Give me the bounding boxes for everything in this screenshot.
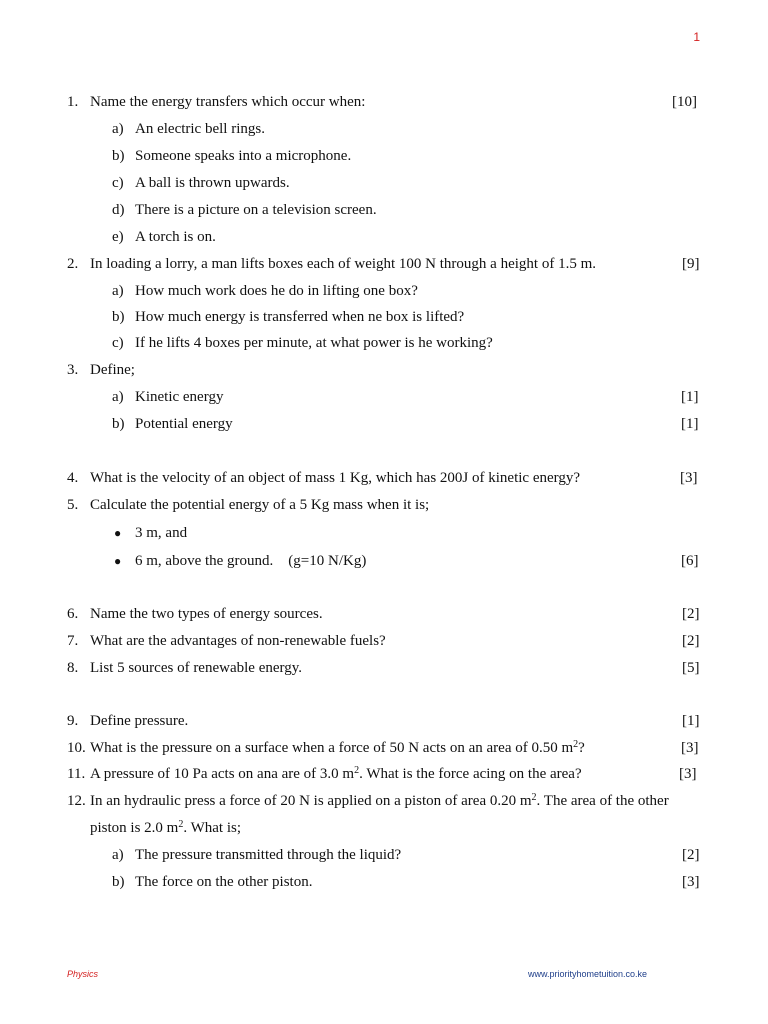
question-8 (0, 658, 768, 678)
question-text-continued: piston is 2.0 $m^2$. What is; (90, 819, 241, 836)
question-11 (0, 764, 768, 784)
marks: [2] (682, 633, 700, 649)
marks: [10] (672, 94, 697, 110)
question-number: 7. (67, 633, 79, 649)
question-1 (0, 92, 768, 112)
question-12 (0, 791, 768, 811)
sub-question (0, 227, 768, 247)
footer-subject: Physics (67, 969, 99, 979)
marks: [3] (680, 470, 698, 486)
bullet-icon: ● (114, 554, 122, 568)
sub-question-label: b) (112, 148, 125, 164)
sub-question-text: The force on the other piston. (135, 874, 313, 890)
question-text: In loading a lorry, a man lifts boxes each of weight 100 N through a height of 1.5 m. (90, 256, 596, 272)
question-number: 8. (67, 660, 79, 676)
sub-question-label: a) (112, 847, 124, 863)
question-text: Name the energy transfers which occur when: (90, 94, 366, 110)
marks: [9] (682, 256, 700, 272)
question-number: 1. (67, 94, 79, 110)
question-12-continuation (0, 818, 768, 838)
sub-question (0, 146, 768, 166)
marks: [5] (682, 660, 700, 676)
question-text: Define pressure. (90, 713, 189, 729)
question-number: 9. (67, 713, 79, 729)
marks: [1] (682, 713, 700, 729)
marks: [2] (682, 606, 700, 622)
sub-question (0, 281, 768, 301)
bullet-icon: ● (114, 526, 122, 540)
page-number: 1 (693, 30, 700, 44)
sub-question-text: An electric bell rings. (135, 121, 265, 137)
question-number: 6. (67, 606, 79, 622)
question-5 (0, 495, 768, 515)
bullet-item (0, 523, 768, 543)
sub-question (0, 200, 768, 220)
sub-question-label: c) (112, 335, 124, 351)
sub-question-text: Kinetic energy (135, 389, 224, 405)
sub-question (0, 173, 768, 193)
superscript: 2 (354, 765, 360, 776)
bullet-item (0, 551, 768, 571)
question-number: 3. (67, 362, 79, 378)
question-6 (0, 604, 768, 624)
question-text: Define; (90, 362, 135, 378)
question-text: What is the pressure on a surface when a force of 50 N acts on an area of 0.50 $m^2$? (90, 739, 585, 756)
question-text: What is the velocity of an object of mass 1 Kg, which has 200J of kinetic energy? (90, 470, 581, 486)
sub-question-label: a) (112, 283, 124, 299)
question-number: 2. (67, 256, 79, 272)
question-text: A pressure of 10 Pa acts on ana are of 3.0 $m^2$. What is the force acing on the area? (90, 765, 582, 782)
sub-question-label: c) (112, 175, 124, 191)
question-9 (0, 711, 768, 731)
sub-question-label: e) (112, 229, 124, 245)
sub-question-label: a) (112, 389, 124, 405)
marks: [1] (681, 416, 699, 432)
sub-question-label: b) (112, 309, 125, 325)
question-4 (0, 468, 768, 488)
question-number: 4. (67, 470, 79, 486)
bullet-text: 6 m, above the ground. (g=10 N/Kg) (135, 553, 367, 569)
sub-question-label: a) (112, 121, 124, 137)
sub-question-label: d) (112, 202, 125, 218)
sub-question-text: There is a picture on a television screen. (135, 202, 377, 218)
sub-question-text: A ball is thrown upwards. (135, 175, 290, 191)
marks: [2] (682, 847, 700, 863)
sub-question-label: b) (112, 416, 125, 432)
sub-question (0, 414, 768, 434)
sub-question-text: How much energy is transferred when ne box is lifted? (135, 309, 465, 325)
sub-question-label: b) (112, 874, 125, 890)
sub-question (0, 307, 768, 327)
question-10 (0, 738, 768, 758)
marks: [3] (682, 874, 700, 890)
sub-question (0, 119, 768, 139)
sub-question-text: If he lifts 4 boxes per minute, at what power is he working? (135, 335, 493, 351)
marks: [3] (681, 740, 699, 756)
question-text: What are the advantages of non-renewable fuels? (90, 633, 386, 649)
sub-question-text: The pressure transmitted through the liquid? (135, 847, 402, 863)
question-number: 5. (67, 497, 79, 513)
question-number: 10. (67, 740, 86, 756)
sub-question (0, 872, 768, 892)
sub-question-text: Potential energy (135, 416, 233, 432)
question-text: Name the two types of energy sources. (90, 606, 323, 622)
superscript: 2 (573, 739, 579, 750)
sub-question-text: How much work does he do in lifting one box? (135, 283, 418, 299)
marks: [1] (681, 389, 699, 405)
question-number: 12. (67, 793, 86, 809)
sub-question (0, 333, 768, 353)
question-number: 11. (67, 766, 86, 782)
question-2 (0, 254, 768, 274)
question-text: List 5 sources of renewable energy. (90, 660, 303, 676)
superscript: 2 (178, 819, 184, 830)
question-text: In an hydraulic press a force of 20 N is applied on a piston of area 0.20 $m^2$. The area of the other (90, 792, 669, 809)
sub-question-text: Someone speaks into a microphone. (135, 148, 352, 164)
question-7 (0, 631, 768, 651)
sub-question-text: A torch is on. (135, 229, 216, 245)
sub-question (0, 845, 768, 865)
marks: [6] (681, 553, 699, 569)
sub-question (0, 387, 768, 407)
question-text: Calculate the potential energy of a 5 Kg mass when it is; (90, 497, 430, 513)
footer-website: www.priorityhometuition.co.ke (528, 969, 648, 979)
marks: [3] (679, 766, 697, 782)
question-3 (0, 360, 768, 380)
bullet-text: 3 m, and (135, 525, 188, 541)
superscript: 2 (531, 792, 537, 803)
